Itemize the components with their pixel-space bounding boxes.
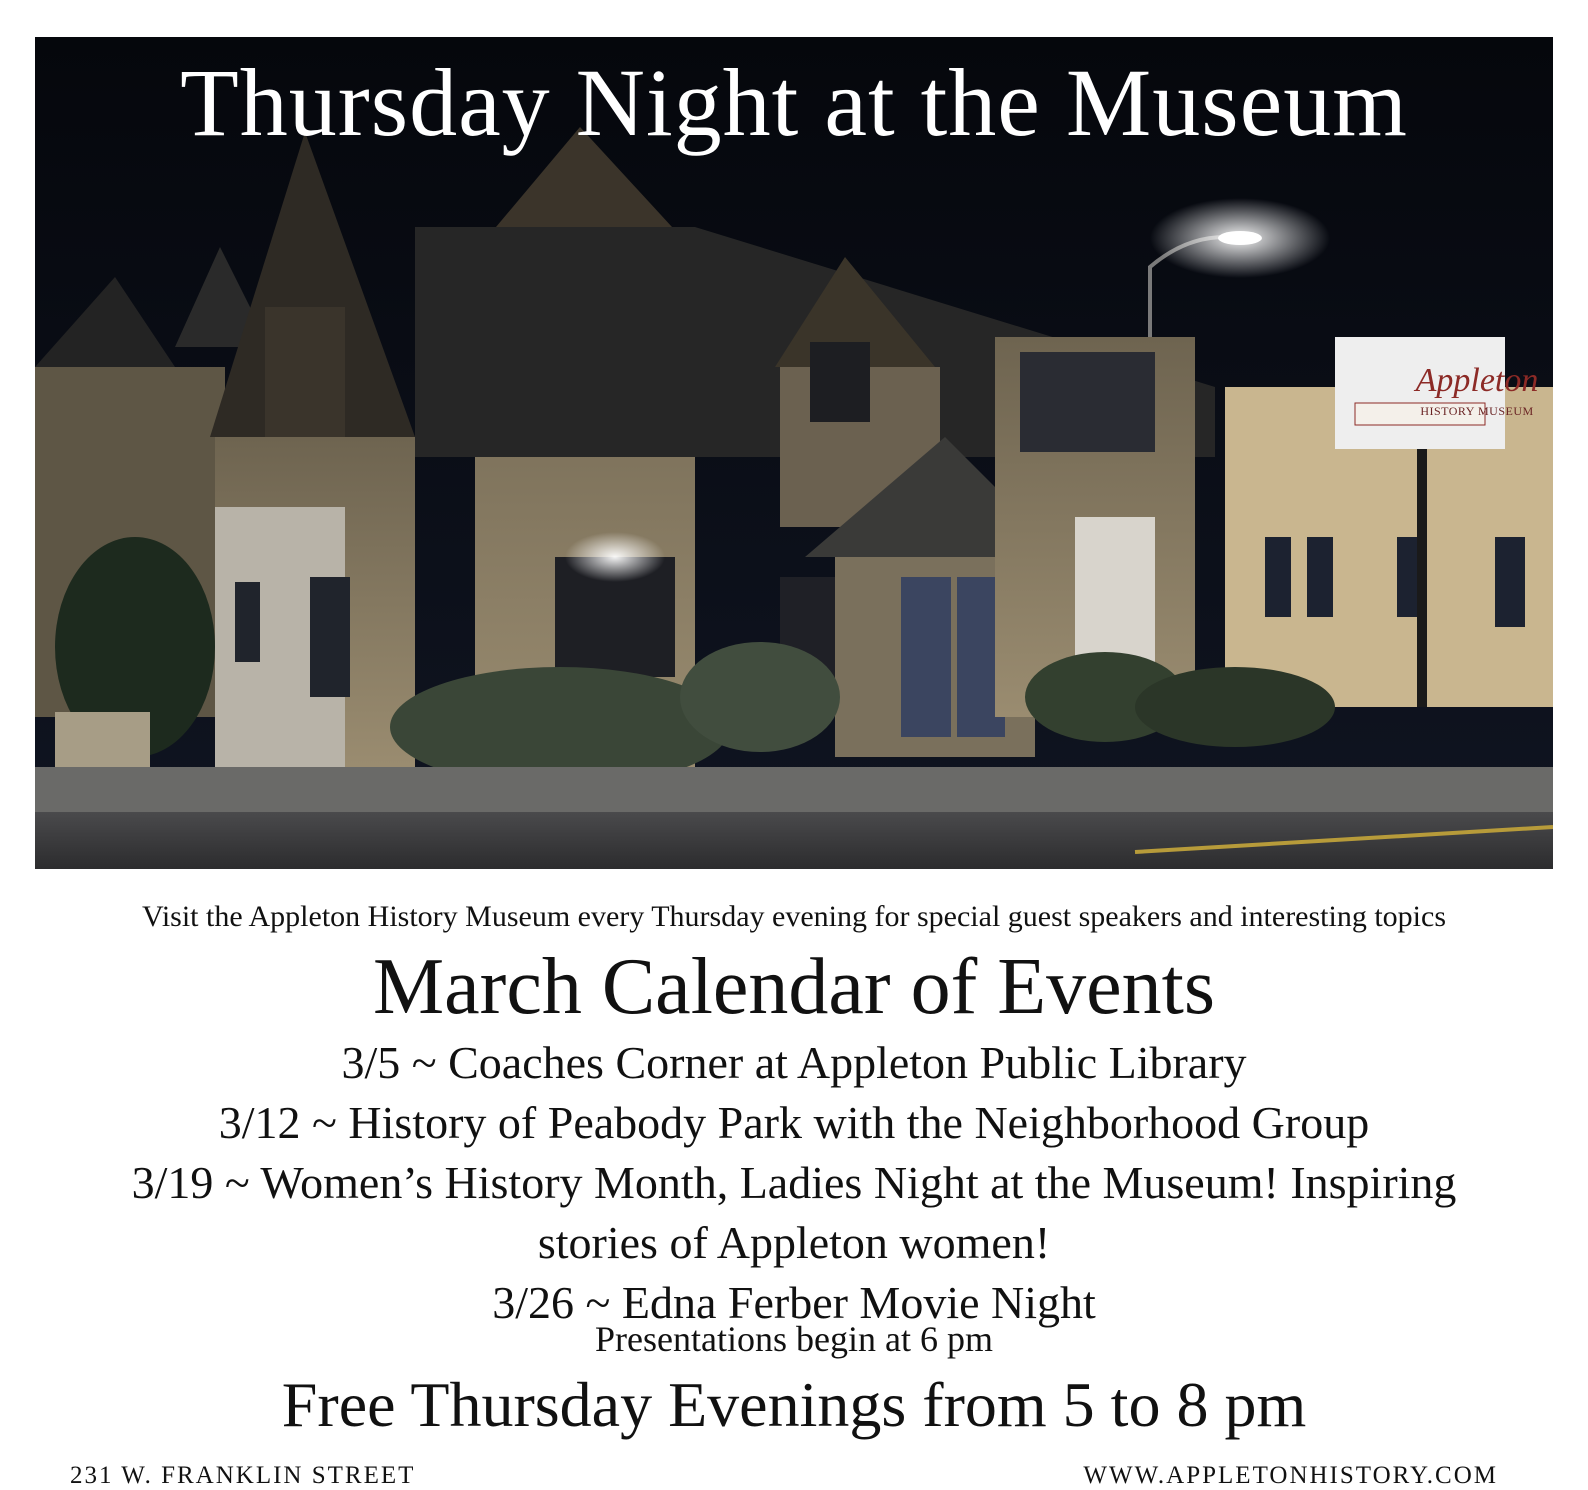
museum-sign-subtitle: HISTORY MUSEUM [1420,404,1534,418]
museum-night-photo [35,37,1553,869]
presentation-time-note: Presentations begin at 6 pm [595,1319,993,1359]
event-item: 3/5 ~ Coaches Corner at Appleton Public Library [341,1037,1247,1088]
free-hours-text: Free Thursday Evenings from 5 to 8 pm [281,1369,1307,1440]
event-item-continuation: stories of Appleton women! [537,1217,1051,1268]
museum-sign-name: Appleton [1415,362,1539,399]
intro-text: Visit the Appleton History Museum every Thursday evening for special guest speakers and interesting topics [141,900,1447,933]
street-address: 231 W. FRANKLIN STREET [70,1462,416,1489]
calendar-heading: March Calendar of Events [373,943,1215,1031]
poster-title: Thursday Night at the Museum [180,49,1408,156]
museum-building-illustration [35,37,1553,869]
website-url: WWW.APPLETONHISTORY.COM [1083,1462,1498,1489]
event-item: 3/12 ~ History of Peabody Park with the Neighborhood Group [218,1097,1370,1148]
event-list [10,1033,1578,1333]
event-item: 3/19 ~ Women’s History Month, Ladies Night at the Museum! Inspiring [131,1157,1457,1208]
event-item: 3/26 ~ Edna Ferber Movie Night [492,1277,1096,1328]
